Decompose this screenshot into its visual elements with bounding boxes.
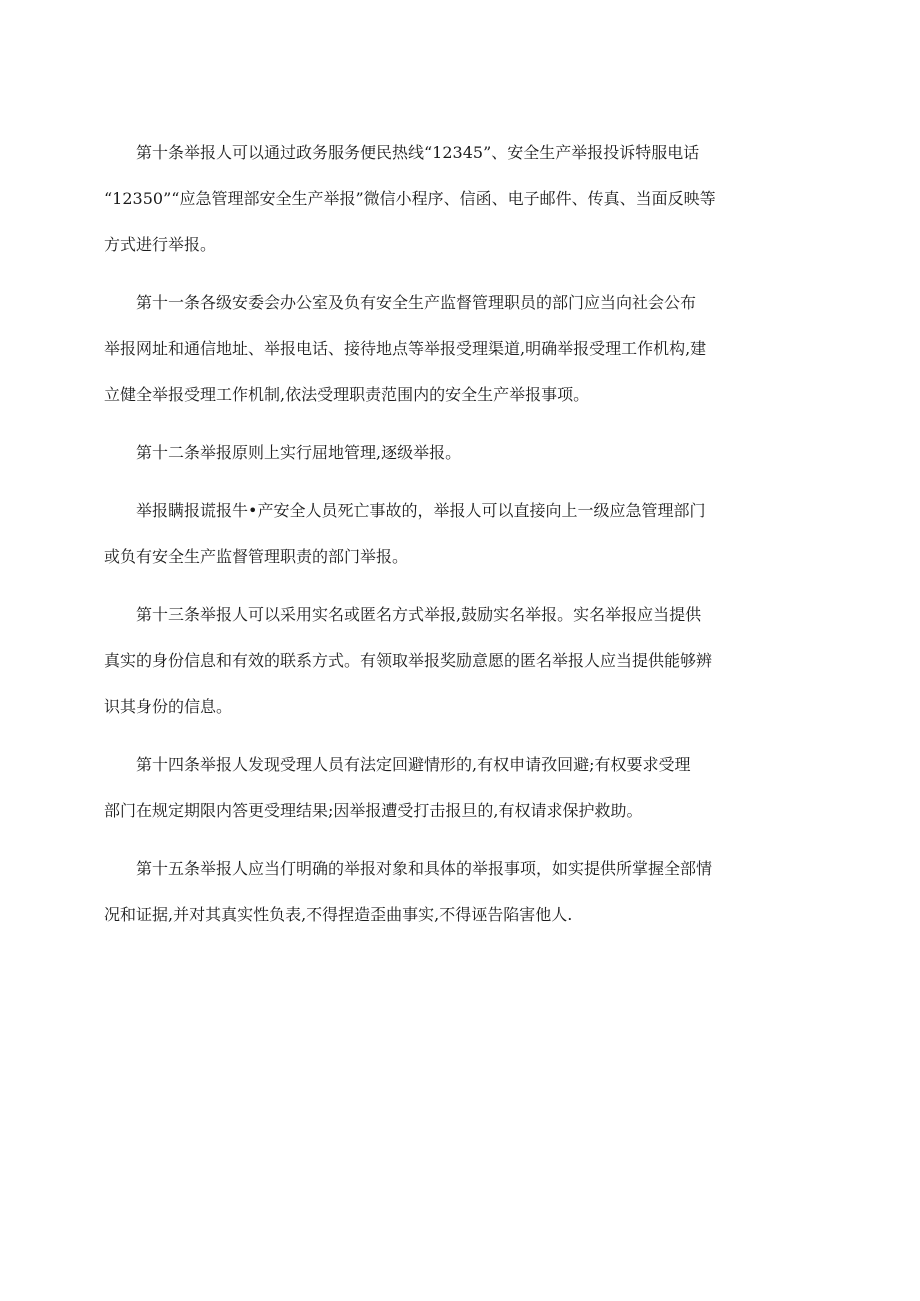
paragraph-line: 第十五条举报人应当仃明确的举报对象和具体的举报事项，如实提供所掌握全部情 xyxy=(136,859,713,878)
paragraph-line: 第十条举报人可以通过政务服务便民热线“12345”、安全生产举报投诉特服电话 xyxy=(136,143,700,162)
paragraph-line: 第十四条举报人发现受理人员有法定回避情形的,有权申请孜回避;有权要求受理 xyxy=(136,755,691,774)
paragraph-line: 立健全举报受理工作机制,依法受理职责范围内的安全生产举报事项。 xyxy=(104,385,590,404)
paragraph-article-12-detail xyxy=(104,488,782,580)
paragraph-line: 真实的身份信息和有效的联系方式。有领取举报奖励意愿的匿名举报人应当提供能够辨 xyxy=(104,651,713,670)
paragraph-line: 部门在规定期限内答更受理结果;因举报遭受打击报旦的,有权请求保护救助。 xyxy=(104,801,643,820)
paragraph-article-14 xyxy=(104,742,782,834)
paragraph-article-10 xyxy=(104,130,782,268)
paragraph-article-13 xyxy=(104,592,782,730)
paragraph-article-11 xyxy=(104,280,782,418)
paragraph-line: 方式进行举报。 xyxy=(104,235,217,254)
paragraph-line: 识其身份的信息。 xyxy=(104,697,233,716)
paragraph-line: “12350”“应急管理部安全生产举报”微信小程序、信函、电子邮件、传真、当面反映等 xyxy=(104,189,716,208)
paragraph-line: 第十二条举报原则上实行屈地管理,逐级举报。 xyxy=(136,443,462,462)
paragraph-line: 或负有安全生产监督管理职责的部门举报。 xyxy=(104,547,409,566)
paragraph-line: 举报瞒报谎报牛•产安全人员死亡事故的，举报人可以直接向上一级应急管理部门 xyxy=(136,501,706,520)
paragraph-line: 举报网址和通信地址、举报电话、接待地点等举报受理渠道,明确举报受理工作机构,建 xyxy=(104,339,707,358)
paragraph-line: 第十三条举报人可以采用实名或匿名方式举报,鼓励实名举报。实名举报应当提供 xyxy=(136,605,702,624)
paragraph-line: 第十一条各级安委会办公室及负有安全生产监督管理职员的部门应当向社会公布 xyxy=(136,293,697,312)
paragraph-article-12 xyxy=(136,430,782,476)
paragraph-line: 况和证据,并对其真实性负表,不得捏造歪曲事实,不得诬告陷害他人. xyxy=(104,905,573,924)
paragraph-article-15 xyxy=(104,846,782,938)
document-body xyxy=(104,130,782,950)
